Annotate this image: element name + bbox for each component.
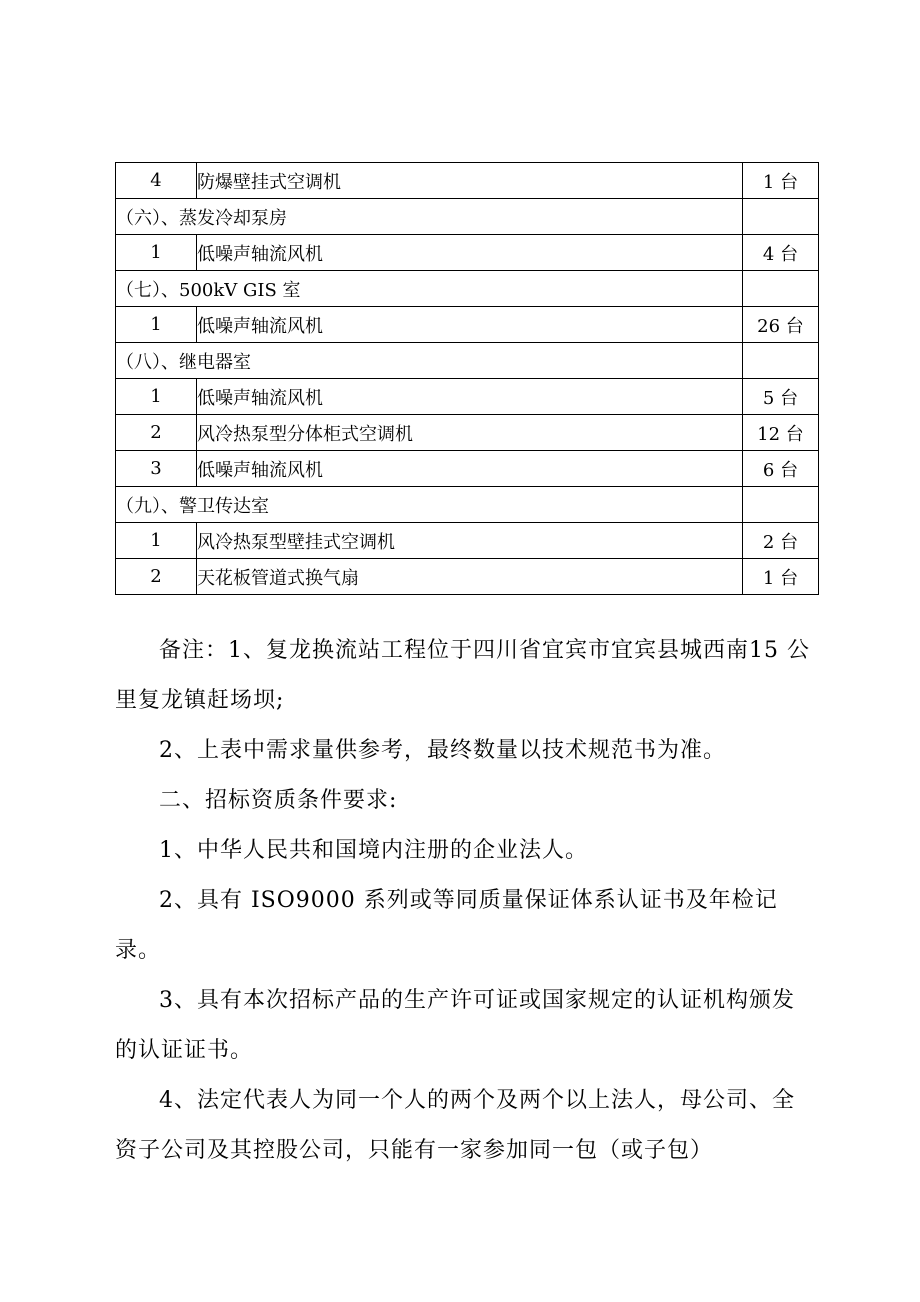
item-number: 2 (116, 415, 197, 451)
note-paragraph: 4、法定代表人为同一个人的两个及两个以上法人，母公司、全资子公司及其控股公司，只能有一家参加同一包（或子包） (115, 1088, 795, 1163)
note-paragraph: 二、招标资质条件要求: (159, 788, 398, 813)
table-row (116, 559, 819, 595)
table-row (116, 163, 819, 199)
table-section-row (116, 487, 819, 523)
item-name: 防爆壁挂式空调机 (197, 163, 743, 199)
note-paragraph: 备注：1、复龙换流站工程位于四川省宜宾市宜宾县城西南15 公里复龙镇赶场坝; (115, 638, 810, 713)
table-row (116, 523, 819, 559)
equipment-table-body (116, 163, 819, 595)
item-quantity: 12 台 (743, 415, 819, 451)
empty-qty-cell (743, 343, 819, 379)
item-number: 3 (116, 451, 197, 487)
item-quantity: 5 台 (743, 379, 819, 415)
empty-qty-cell (743, 271, 819, 307)
item-name: 低噪声轴流风机 (197, 235, 743, 271)
section-title: （六）、蒸发冷却泵房 (116, 199, 743, 235)
item-name: 天花板管道式换气扇 (197, 559, 743, 595)
equipment-table (115, 162, 819, 595)
item-name: 风冷热泵型分体柜式空调机 (197, 415, 743, 451)
item-name: 低噪声轴流风机 (197, 379, 743, 415)
item-name: 低噪声轴流风机 (197, 451, 743, 487)
empty-qty-cell (743, 199, 819, 235)
table-row (116, 307, 819, 343)
table-section-row (116, 271, 819, 307)
table-section-row (116, 199, 819, 235)
item-name: 风冷热泵型壁挂式空调机 (197, 523, 743, 559)
note-paragraph: 2、具有 ISO9000 系列或等同质量保证体系认证书及年检记录。 (115, 888, 778, 963)
table-row (116, 235, 819, 271)
section-title: （九）、警卫传达室 (116, 487, 743, 523)
note-paragraph: 1、中华人民共和国境内注册的企业法人。 (159, 838, 588, 863)
section-title: （七）、500kV GIS 室 (116, 271, 743, 307)
note-paragraph: 2、上表中需求量供参考，最终数量以技术规范书为准。 (159, 738, 726, 763)
item-number: 1 (116, 307, 197, 343)
empty-qty-cell (743, 487, 819, 523)
item-quantity: 2 台 (743, 523, 819, 559)
item-number: 4 (116, 163, 197, 199)
table-row (116, 415, 819, 451)
item-number: 2 (116, 559, 197, 595)
item-number: 1 (116, 523, 197, 559)
item-quantity: 1 台 (743, 163, 819, 199)
item-quantity: 1 台 (743, 559, 819, 595)
item-quantity: 26 台 (743, 307, 819, 343)
item-name: 低噪声轴流风机 (197, 307, 743, 343)
note-paragraph: 3、具有本次招标产品的生产许可证或国家规定的认证机构颁发的认证证书。 (115, 988, 795, 1063)
table-row (116, 379, 819, 415)
item-number: 1 (116, 379, 197, 415)
item-number: 1 (116, 235, 197, 271)
item-quantity: 4 台 (743, 235, 819, 271)
table-section-row (116, 343, 819, 379)
notes-section (115, 626, 815, 1176)
table-row (116, 451, 819, 487)
item-quantity: 6 台 (743, 451, 819, 487)
section-title: （八）、继电器室 (116, 343, 743, 379)
